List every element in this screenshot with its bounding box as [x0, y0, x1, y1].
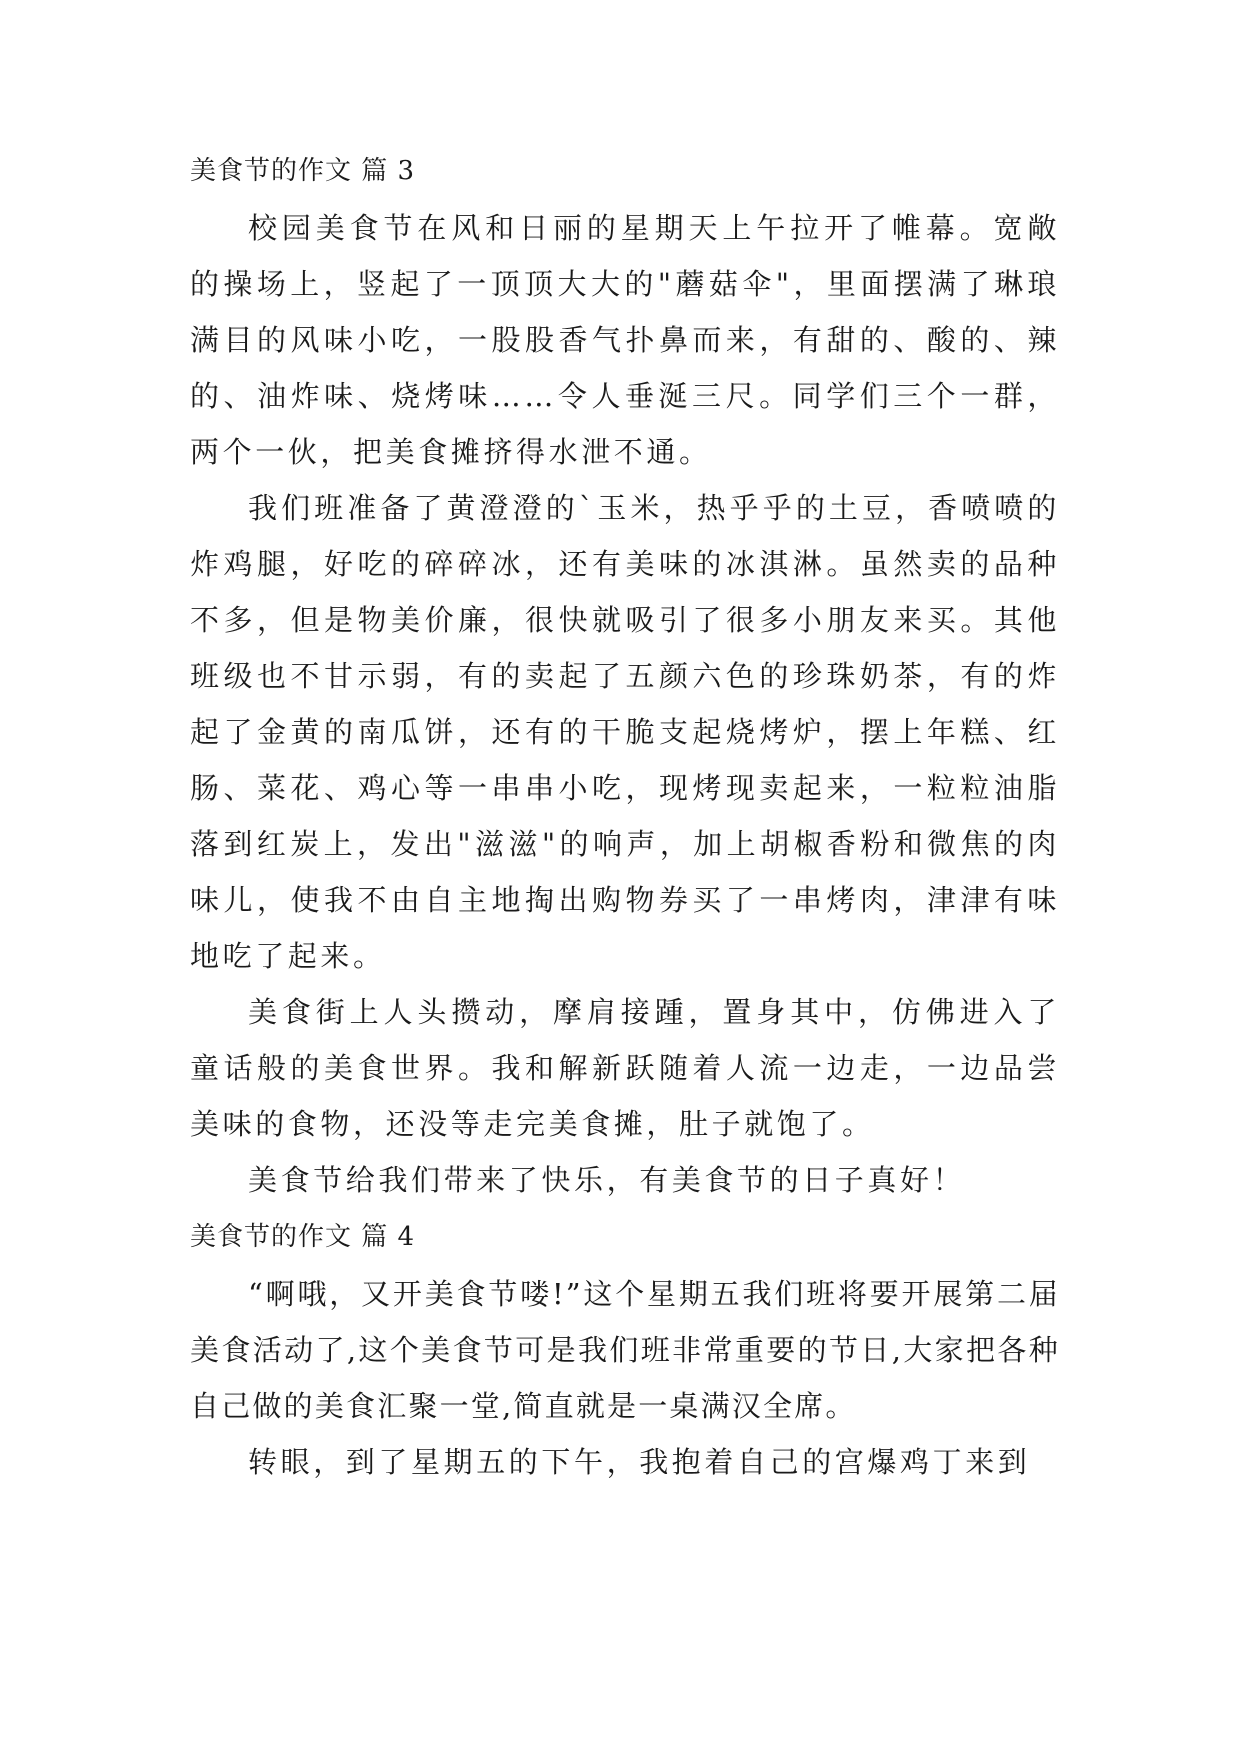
- section-heading-3: 美食节的作文 篇 3: [190, 156, 416, 186]
- paragraph: “啊哦，又开美食节喽!”这个星期五我们班将要开展第二届美食活动了,这个美食节可是我们班非常重要的节日,大家把各种自己做的美食汇聚一堂,简直就是一桌满汉全席。: [190, 1277, 1060, 1423]
- paragraph: 美食街上人头攒动，摩肩接踵，置身其中，仿佛进入了童话般的美食世界。我和解新跃随着人流一边走，一边品尝美味的食物，还没等走完美食摊，肚子就饱了。: [190, 995, 1060, 1141]
- paragraph: 转眼，到了星期五的下午，我抱着自己的宫爆鸡丁来到: [248, 1445, 1031, 1479]
- document-body: [190, 142, 1060, 1490]
- paragraph: 校园美食节在风和日丽的星期天上午拉开了帷幕。宽敞的操场上，竖起了一顶顶大大的"蘑菇伞"，里面摆满了琳琅满目的风味小吃，一股股香气扑鼻而来，有甜的、酸的、辣的、油炸味、烧烤味……令人垂涎三尺。同学们三个一群，两个一伙，把美食摊挤得水泄不通。: [190, 211, 1060, 469]
- paragraph: 美食节给我们带来了快乐，有美食节的日子真好！: [248, 1163, 966, 1197]
- section-heading-4: 美食节的作文 篇 4: [190, 1222, 416, 1252]
- paragraph: 我们班准备了黄澄澄的`玉米，热乎乎的土豆，香喷喷的炸鸡腿，好吃的碎碎冰，还有美味的冰淇淋。虽然卖的品种不多，但是物美价廉，很快就吸引了很多小朋友来买。其他班级也不甘示弱，有的卖起了五颜六色的珍珠奶茶，有的炸起了金黄的南瓜饼，还有的干脆支起烧烤炉，摆上年糕、红肠、菜花、鸡心等一串串小吃，现烤现卖起来，一粒粒油脂落到红炭上，发出"滋滋"的响声，加上胡椒香粉和微焦的肉味儿，使我不由自主地掏出购物券买了一串烤肉，津津有味地吃了起来。: [190, 491, 1060, 973]
